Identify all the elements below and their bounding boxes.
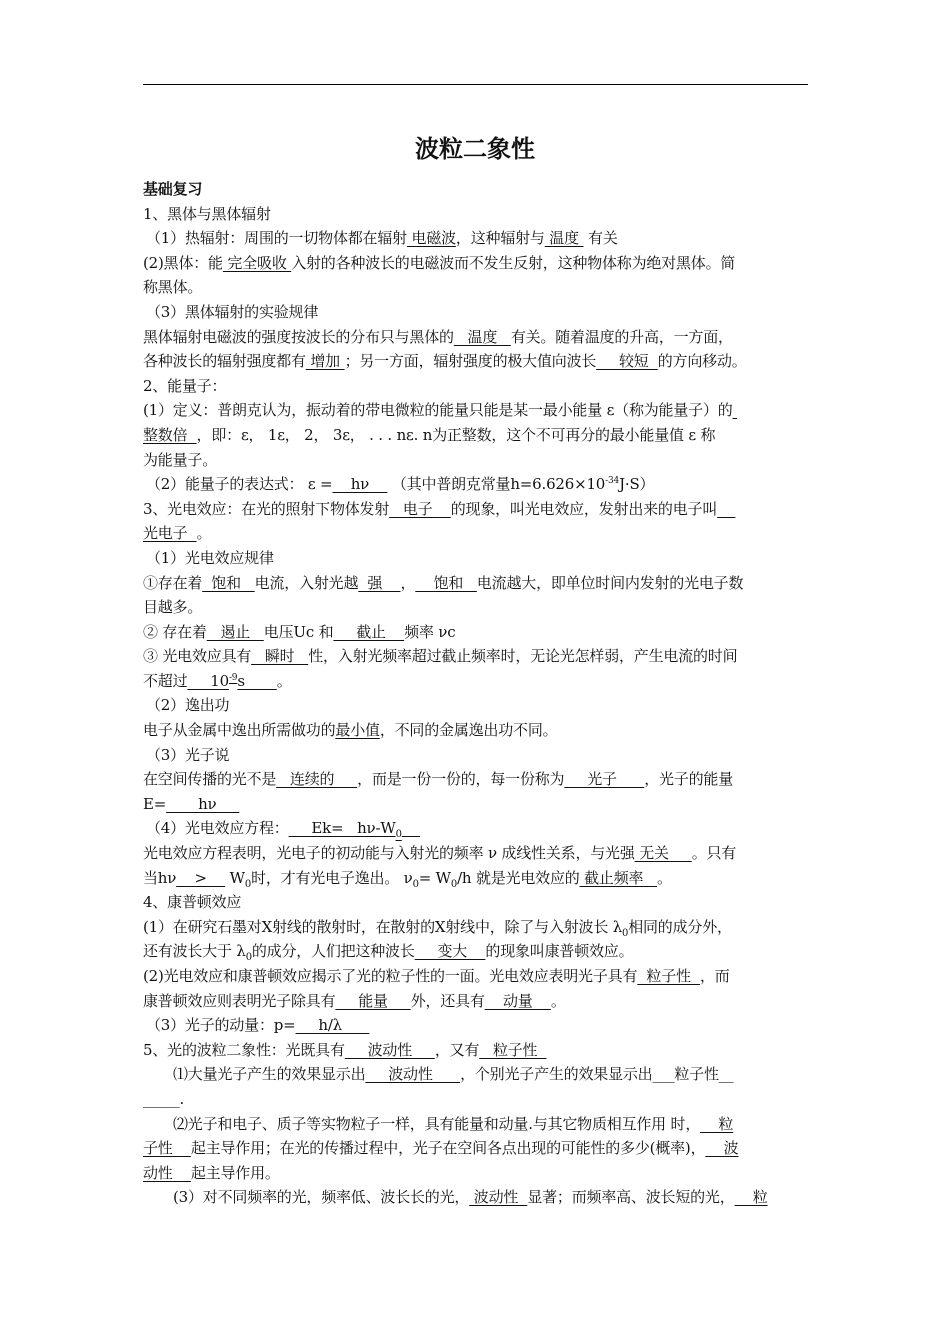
text-line [143,915,811,940]
text-run: 目越多。 [143,598,203,617]
text-line [143,767,811,792]
filled-blank: 电磁波 [406,229,456,248]
subscript: 0 [244,878,252,890]
text-line [143,398,811,423]
text-line [143,275,811,300]
text-run: ， [400,573,416,592]
text-run: ，而是一份一份的，每一份称为 [357,770,565,789]
text-run: J·S） [619,475,655,494]
text-run: 为能量子。 [143,450,218,469]
subscript: 0 [450,878,458,890]
text-run: （其中普朗克常量h=6.626×10 [387,475,606,494]
text-run: 的成分，人们把这种波长 [251,942,415,961]
text-run: ，又有 [434,1040,480,1059]
text-run: ，不同的金属逸出功不同。 [379,721,558,740]
text-line [143,349,811,374]
text-run: /h 就是光电效应的 [457,868,580,887]
text-line [143,890,811,915]
filled-blank: hν [332,475,388,494]
text-run: 康普顿效应则表明光子除具有 [143,991,336,1010]
filled-blank: 波动性 [365,1065,461,1084]
text-run: ，而 [699,967,730,985]
text-run: （4）光电效应方程： [146,819,289,838]
text-run: _____. [143,1089,185,1108]
body-lines [143,202,811,1210]
text-run: = W [418,868,451,887]
text-run: （3）光子说 [146,745,230,764]
text-line [143,374,811,399]
text-run: 电流越大，即单位时间内发射的光电子数 [476,573,744,592]
filled-blank: 最小值 [335,721,380,740]
text-run: 时，才有光电子逸出。 ν [251,868,413,887]
superscript: -9 [228,672,238,683]
text-run: ③ 光电效应具有 [143,647,252,666]
text-run: （3）光子的动量：p= [146,1016,296,1035]
filled-blank: 温度 [544,229,584,248]
header-rule [143,84,808,85]
filled-blank: 增加 [305,352,345,371]
filled-blank: 较短 [596,352,658,371]
text-line [143,202,811,227]
text-line [143,669,811,694]
text-run: 相同的成分外， [628,917,732,936]
text-run: 4、康普顿效应 [143,893,242,912]
filled-blank: h/λ [295,1016,370,1035]
text-run: (1）在研究石墨对X射线的散射时，在散射的X射线中，除了与入射波长 λ [143,917,623,936]
text-line [143,325,811,350]
filled-blank: 饱和 [202,573,255,592]
text-run: 5、光的波粒二象性：光既具有 [143,1040,345,1059]
text-run: ，这种辐射与 [455,229,545,248]
text-run: ；另一方面，辐射强度的极大值向波长 [344,352,597,371]
filled-blank: 粒 [734,1188,768,1207]
text-run: 有关。随着温度的升高，一方面， [510,327,733,346]
text-line [143,718,811,743]
filled-blank: 截止频率 [579,868,658,887]
text-run: 3、光电效应：在光的照射下物体发射 [143,499,390,518]
text-run: 有关 [583,229,618,248]
filled-blank: hν [166,794,240,813]
text-run: （3）黑体辐射的实验规律 [146,302,319,321]
filled-blank: 强 [358,573,401,592]
section-heading: 基础复习 [143,180,203,198]
text-line [143,693,811,718]
text-line [143,571,811,596]
text-line [143,1087,811,1112]
text-run: （2）逸出功 [146,696,230,715]
text-line [143,939,811,964]
text-run: 2、能量子： [143,376,227,395]
text-line [143,792,811,817]
text-line [143,964,811,989]
text-run: 的现象叫康普顿效应。 [485,942,634,961]
text-run: 1、黑体与黑体辐射 [143,204,271,223]
text-run: 在空间传播的光不是 [143,770,277,789]
filled-blank [717,500,735,518]
filled-blank: 变大 [414,942,486,961]
text-run: (1）定义：普朗克认为，振动着的带电微粒的能量只能是某一最小能量 ε（称为能量子）的 [143,401,733,420]
text-line [143,1136,811,1161]
text-run: 显著；而频率高、波长短的光， [527,1188,735,1207]
text-run: 起主导作用；在光的传播过程中，光子在空间各点出现的可能性的多少(概率)， [190,1139,706,1158]
text-run: 。 [196,524,212,543]
text-run: (3）对不同频率的光，频率低、波长长的光， [173,1188,470,1207]
text-run: (2)黑体：能 [143,253,223,272]
text-line [143,448,811,473]
text-line [143,816,811,841]
text-line [143,1038,811,1063]
text-run: ，个别光子产生的效果显示出___粒子性__ [460,1065,734,1084]
document-title: 波粒二象性 [415,135,535,163]
filled-blank: 电子 [389,499,451,518]
filled-blank [733,401,738,419]
subscript: 0 [245,952,252,964]
filled-blank: 波动性 [469,1188,528,1207]
filled-blank: 动量 [484,991,551,1010]
text-run: E= [143,794,167,813]
text-run: ，光子的能量 [644,770,734,789]
text-run: 不超过 [143,671,188,690]
text-line [143,841,811,866]
text-line [143,1161,811,1186]
text-line [143,497,811,522]
filled-blank: 瞬时 [251,647,309,666]
filled-blank: 整数倍 [143,425,197,444]
filled-blank: 子性 [143,1139,191,1158]
filled-blank: 光电子 [143,524,197,543]
filled-blank [402,819,420,837]
filled-blank: > [176,868,226,887]
text-run: ⑵光子和电子、质子等实物粒子一样，具有能量和动量.与其它物质相互作用 时， [173,1114,701,1133]
filled-blank: 波 [705,1139,739,1158]
text-line [143,521,811,546]
filled-blank: Ek= hν-W [288,819,396,838]
text-line [143,472,811,497]
text-run: W [225,868,245,887]
text-line [143,546,811,571]
text-run: 当hν [143,868,177,887]
text-run: 各种波长的辐射强度都有 [143,352,306,371]
document-body [143,177,811,1210]
subscript: 0 [412,878,419,890]
text-line [143,620,811,645]
superscript: -34 [605,476,620,487]
text-line [143,743,811,768]
filled-blank: 10 [187,671,229,690]
text-run: ，即：ε， 1ε， 2， 3ε， . . . nε. n为正整数，这个不可再分的最小能量值 ε 称 [196,425,716,444]
text-run: 的方向移动。 [657,352,747,371]
text-run: 频率 νc [404,622,456,641]
subscript: 0 [395,829,402,841]
text-run: ⑴大量光子产生的效果显示出 [173,1065,366,1084]
filled-blank: 粒 [700,1114,734,1133]
text-run: 外，还具有 [410,991,485,1010]
filled-blank: 温度 [453,327,511,346]
filled-blank: 无关 [634,844,692,863]
text-line [143,300,811,325]
text-line [143,1185,811,1210]
text-line [143,423,811,448]
text-run: 。 [550,991,566,1010]
text-run: （1）热辐射：周围的一切物体都在辐射 [146,229,407,248]
text-line [143,989,811,1014]
filled-blank: 连续的 [276,770,358,789]
text-line [143,226,811,251]
filled-blank: 粒子性 [637,967,700,985]
text-run: 的现象，叫光电效应，发射出来的电子叫 [450,499,718,518]
filled-blank: 遏止 [206,622,264,641]
text-run: 。 [657,868,672,887]
text-run: 黑体辐射电磁波的强度按波长的分布只与黑体的 [143,327,454,346]
text-run: 称黑体。 [143,278,203,297]
filled-blank: 波动性 [344,1040,435,1059]
text-line [143,866,811,891]
text-line [143,1062,811,1087]
text-run: （1）光电效应规律 [146,548,274,567]
text-run: 入射的各种波长的电磁波而不发生反射，这种物体称为绝对黑体。简 [291,253,736,272]
filled-blank: 动性 [143,1163,191,1182]
text-run: 电子从金属中逸出所需做功的 [143,721,336,740]
text-line [143,251,811,276]
text-line [143,595,811,620]
text-run: 性，入射光频率超过截止频率时，无论光怎样弱，产生电流的时间 [308,647,738,666]
text-run: 。只有 [691,844,737,863]
text-line [143,644,811,669]
filled-blank: s [237,671,277,690]
text-run: 。 [276,671,292,690]
text-line [143,1112,811,1137]
filled-blank: 粒子性 [479,1040,547,1059]
filled-blank: 光子 [564,770,645,789]
filled-blank: 饱和 [415,573,477,592]
text-run: 电流，入射光越 [254,573,359,592]
text-run: （2）能量子的表达式： ε = [146,475,333,494]
text-run: 起主导作用。 [190,1163,280,1182]
text-run: (2)光电效应和康普顿效应揭示了光的粒子性的一面。光电效应表明光子具有 [143,967,638,985]
text-line [143,1013,811,1038]
text-run: ② 存在着 [143,622,207,641]
text-run: 电压Uc 和 [263,622,334,641]
filled-blank: 截止 [333,622,405,641]
text-run: ①存在着 [143,573,203,592]
filled-blank: 能量 [335,991,411,1010]
text-run: 还有波长大于 λ [143,942,246,961]
filled-blank: 完全吸收 [222,253,292,272]
text-run: 光电效应方程表明，光电子的初动能与入射光的频率 ν 成线性关系，与光强 [143,844,635,863]
subscript: 0 [622,927,629,939]
